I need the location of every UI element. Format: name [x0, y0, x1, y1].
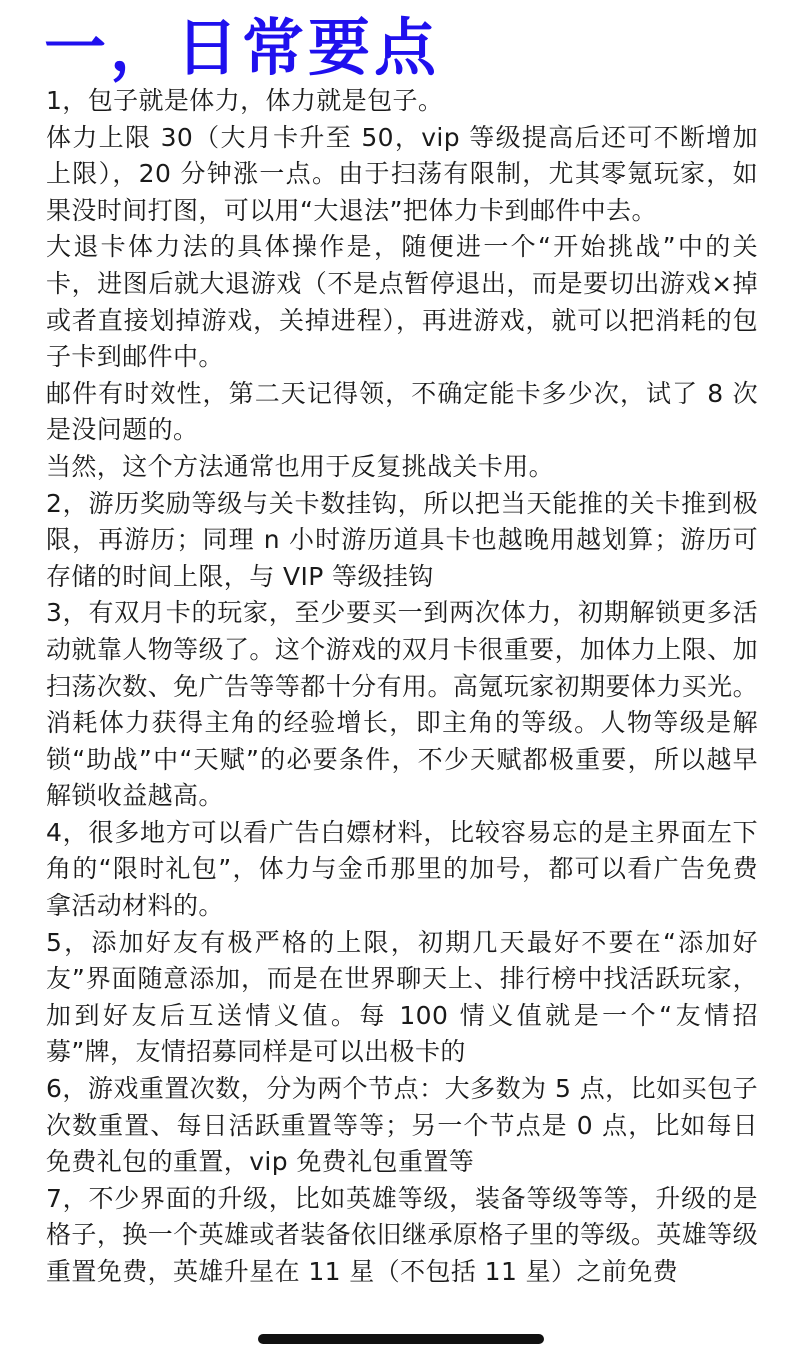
paragraph-reset-times: 6，游戏重置次数，分为两个节点：大多数为 5 点，比如买包子次数重置、每日活跃重置等等；另一个节点是 0 点，比如每日免费礼包的重置，vip 免费礼包重置等 — [46, 1074, 758, 1177]
paragraph-monthly-card: 3，有双月卡的玩家，至少要买一到两次体力，初期解锁更多活动就靠人物等级了。这个游戏的双月卡很重要，加体力上限、加扫荡次数、免广告等等都十分有用。高氪玩家初期要体力买光。消耗体力获得主角的经验增长，即主角的等级。人物等级是解锁“助战”中“天赋”的必要条件，不少天赋都极重要，所以越早解锁收益越高。 — [46, 598, 758, 811]
paragraph-method-usage: 当然，这个方法通常也用于反复挑战关卡用。 — [46, 451, 555, 481]
paragraph-upgrades: 7，不少界面的升级，比如英雄等级，装备等级等等，升级的是格子，换一个英雄或者装备依旧继承原格子里的等级。英雄等级重置免费，英雄升星在 11 星（不包括 11 星）之前免费 — [46, 1183, 758, 1286]
paragraph-stamina: 1，包子就是体力，体力就是包子。 — [46, 86, 444, 115]
paragraph-stamina-limit: 体力上限 30（大月卡升至 50，vip 等级提高后还可不断增加上限），20 分钟涨一点。由于扫荡有限制，尤其零氪玩家，如果没时间打图，可以用“大退法”把体力卡到邮件中去。 — [46, 122, 758, 225]
article-body — [46, 83, 758, 1291]
home-indicator-bar[interactable] — [258, 1334, 544, 1344]
page-title: 一，日常要点 — [44, 11, 441, 84]
paragraph-friends: 5，添加好友有极严格的上限，初期几天最好不要在“添加好友”界面随意添加，而是在世界聊天上、排行榜中找活跃玩家，加到好友后互送情义值。每 100 情义值就是一个“友情招募”牌，友情招募同样是可以出极卡的 — [46, 927, 758, 1067]
paragraph-exit-method: 大退卡体力法的具体操作是，随便进一个“开始挑战”中的关卡，进图后就大退游戏（不是点暂停退出，而是要切出游戏×掉或者直接划掉游戏，关掉进程），再进游戏，就可以把消耗的包子卡到邮件中。 — [46, 232, 758, 372]
paragraph-ads: 4，很多地方可以看广告白嫖材料，比较容易忘的是主界面左下角的“限时礼包”，体力与金币那里的加号，都可以看广告免费拿活动材料的。 — [46, 817, 758, 921]
paragraph-mail-expiry: 邮件有时效性，第二天记得领，不确定能卡多少次，试了 8 次是没问题的。 — [46, 378, 758, 445]
paragraph-travel-rewards: 2，游历奖励等级与关卡数挂钩，所以把当天能推的关卡推到极限，再游历；同理 n 小时游历道具卡也越晚用越划算；游历可存储的时间上限，与 VIP 等级挂钩 — [46, 488, 758, 591]
